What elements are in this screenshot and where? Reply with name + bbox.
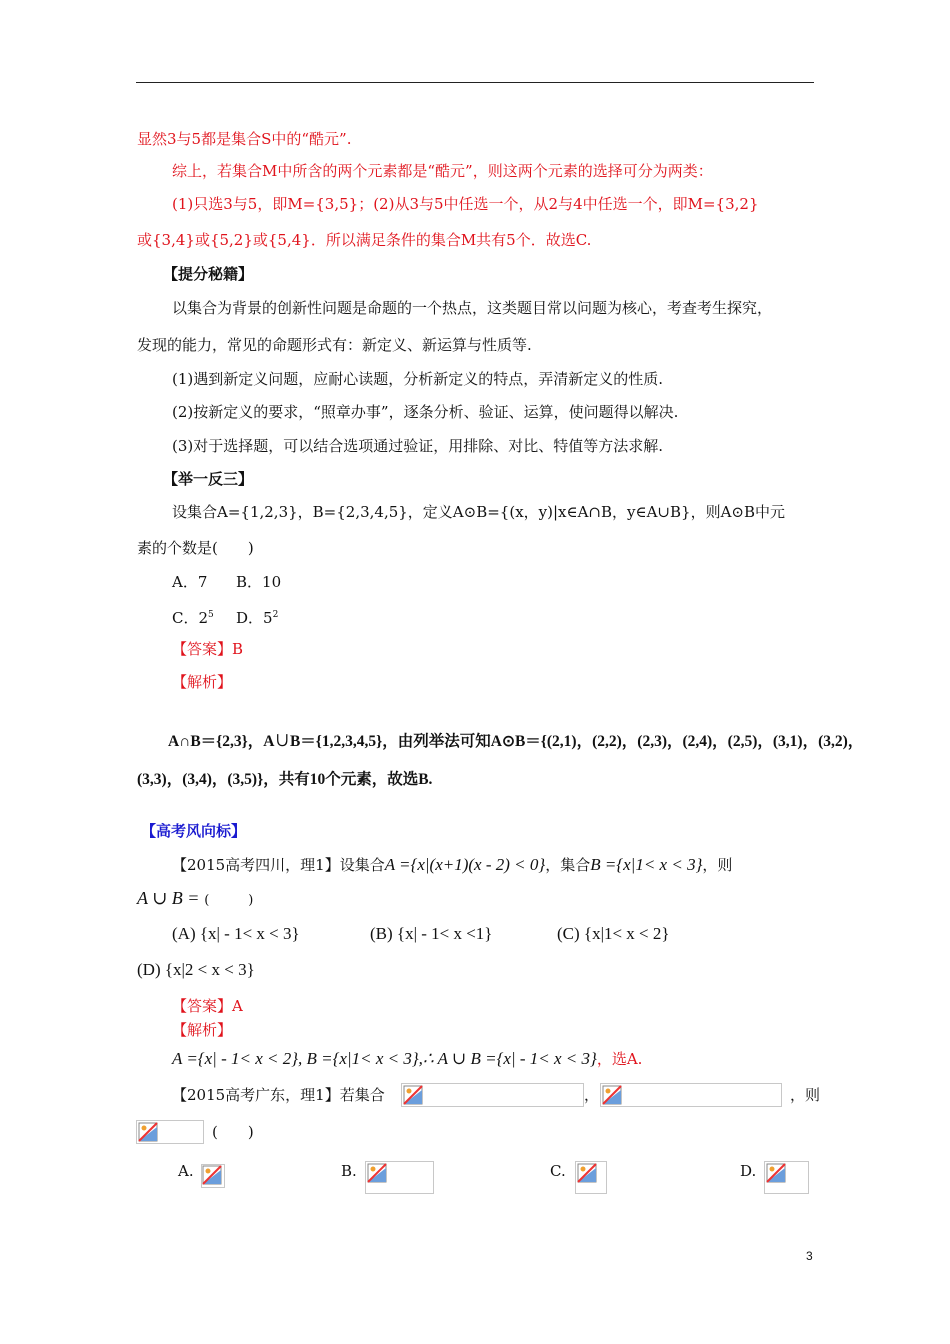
- missing-image: [575, 1161, 607, 1194]
- option-a: A．7: [172, 573, 208, 591]
- answer: 【答案】A: [172, 997, 243, 1015]
- broken-image-icon: [577, 1163, 597, 1183]
- exam-question: 【2015高考四川，理1】设集合A ={x|(x+1)(x - 2) < 0}，集合B ={x|1< x < 3}，则: [172, 855, 733, 874]
- option-b: (B) {x| - 1< x <1}: [370, 924, 493, 943]
- text-line: 或{3,4}或{5,2}或{5,4}．所以满足条件的集合M共有5个．故选C.: [137, 231, 592, 249]
- text-line: (1)只选3与5，即M={3,5}；(2)从3与5中任选一个，从2与4中任选一个，即M={3,2}: [172, 195, 759, 213]
- analysis-label: 【解析】: [172, 673, 233, 691]
- broken-image-icon: [766, 1163, 786, 1183]
- missing-image: [401, 1083, 584, 1107]
- missing-image: [136, 1120, 204, 1144]
- option-c: C.: [550, 1162, 566, 1180]
- missing-image: [365, 1161, 434, 1194]
- solution-line: (3,3)，(3,4)，(3,5)}，共有10个元素，故选B.: [137, 771, 433, 788]
- section-heading: 【提分秘籍】: [163, 265, 254, 283]
- text-line: 以集合为背景的创新性问题是命题的一个热点，这类题目常以问题为核心，考查考生探究，: [172, 299, 773, 317]
- text-line: 综上，若集合M中所含的两个元素都是“酷元”，则这两个元素的选择可分为两类：: [172, 162, 713, 180]
- text-line: (2)按新定义的要求，“照章办事”，逐条分析、验证、运算，使问题得以解决.: [172, 403, 679, 421]
- option-d: (D) {x|2 < x < 3}: [137, 960, 255, 979]
- section-heading: 【举一反三】: [163, 470, 254, 488]
- option-c: C．$2^5$: [172, 609, 214, 627]
- text-line: ( ): [212, 1123, 254, 1141]
- option-d: D.: [740, 1162, 757, 1180]
- option-a: A.: [178, 1162, 194, 1180]
- solution-line: A ={x| - 1< x < 2}, B ={x|1< x < 3},∴ A ∪ B ={x| - 1< x < 3}，选A.: [172, 1049, 643, 1068]
- text-line: ，则: [790, 1086, 821, 1104]
- missing-image: [600, 1083, 782, 1107]
- missing-image: [764, 1161, 809, 1194]
- exam-question: 【2015高考广东，理1】若集合: [172, 1086, 385, 1104]
- broken-image-icon: [602, 1085, 622, 1105]
- broken-image-icon: [138, 1122, 158, 1142]
- option-a: (A) {x| - 1< x < 3}: [172, 924, 300, 943]
- broken-image-icon: [202, 1165, 222, 1185]
- exam-question: A ∪ B = ( ): [137, 888, 254, 908]
- header-rule: [136, 82, 814, 83]
- page-number: 3: [806, 1249, 813, 1263]
- text-line: (1)遇到新定义问题，应耐心读题，分析新定义的特点，弄清新定义的性质.: [172, 370, 664, 388]
- missing-image: [201, 1164, 225, 1188]
- text-line: ，: [584, 1086, 600, 1104]
- broken-image-icon: [403, 1085, 423, 1105]
- analysis-label: 【解析】: [172, 1021, 233, 1039]
- broken-image-icon: [367, 1163, 387, 1183]
- solution-line: A∩B＝{2,3}，A∪B＝{1,2,3,4,5}，由列举法可知A⊙B＝{(2,1)，(2,2)，(2,3)，(2,4)，(2,5)，(3,1)，(3,2)，: [168, 733, 864, 750]
- option-b: B．10: [236, 573, 282, 591]
- question-line: 设集合A={1,2,3}，B={2,3,4,5}，定义A⊙B={(x，y)|x∈A∩B，y∈A∪B}，则A⊙B中元: [172, 503, 785, 521]
- text-line: (3)对于选择题，可以结合选项通过验证，用排除、对比、特值等方法求解.: [172, 437, 664, 455]
- question-line: 素的个数是( ): [137, 539, 254, 557]
- option-c: (C) {x|1< x < 2}: [557, 924, 670, 943]
- text-line: 显然3与5都是集合S中的“酷元”.: [137, 130, 352, 148]
- text-line: 发现的能力，常见的命题形式有：新定义、新运算与性质等.: [137, 336, 532, 354]
- option-b: B.: [341, 1162, 357, 1180]
- option-d: D．$5^2$: [236, 609, 279, 627]
- section-heading: 【高考风向标】: [141, 822, 247, 840]
- answer: 【答案】B: [172, 640, 244, 658]
